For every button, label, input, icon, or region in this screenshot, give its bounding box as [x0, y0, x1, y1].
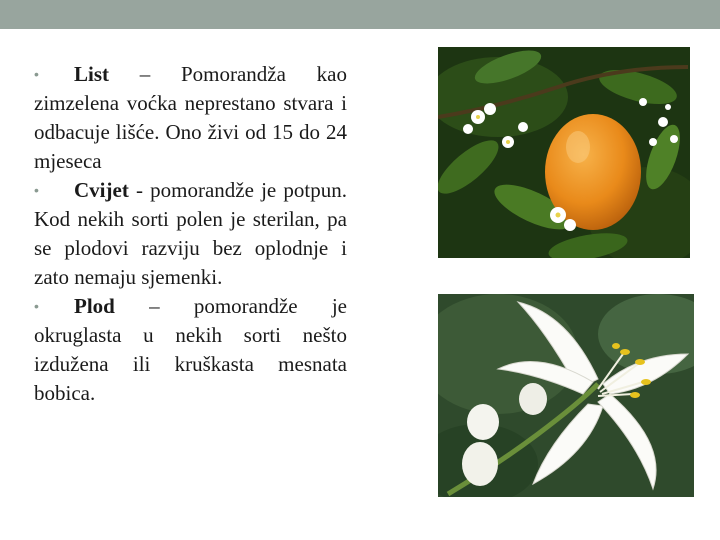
- text-list: – Pomorandža kao zimzelena voćka neprestano stvara i odbacuje lišće. Ono živi od 15 do 24 mjeseca: [34, 62, 347, 173]
- bullet-icon: •: [34, 298, 39, 314]
- orange-blossom-photo: [438, 294, 694, 497]
- header-bar: [0, 0, 720, 29]
- term-plod: Plod: [74, 294, 115, 318]
- paragraph-plod: [34, 292, 347, 408]
- paragraph-cvijet: [34, 176, 347, 292]
- paragraph-list: [34, 60, 347, 176]
- term-cvijet: Cvijet: [74, 178, 129, 202]
- text-plod: – pomorandže je okruglasta u nekih sorti nešto izdužena ili kruškasta mesnata bobica.: [34, 294, 347, 405]
- orange-fruit-photo: [438, 47, 690, 258]
- text-cvijet: - pomorandže je potpun. Kod nekih sorti polen je sterilan, pa se plodovi razviju bez oplodnje i zato nemaju sjemenki.: [34, 178, 347, 289]
- bullet-icon: •: [34, 66, 39, 82]
- term-list: List: [74, 62, 110, 86]
- bullet-icon: •: [34, 182, 39, 198]
- slide-text: [34, 60, 347, 408]
